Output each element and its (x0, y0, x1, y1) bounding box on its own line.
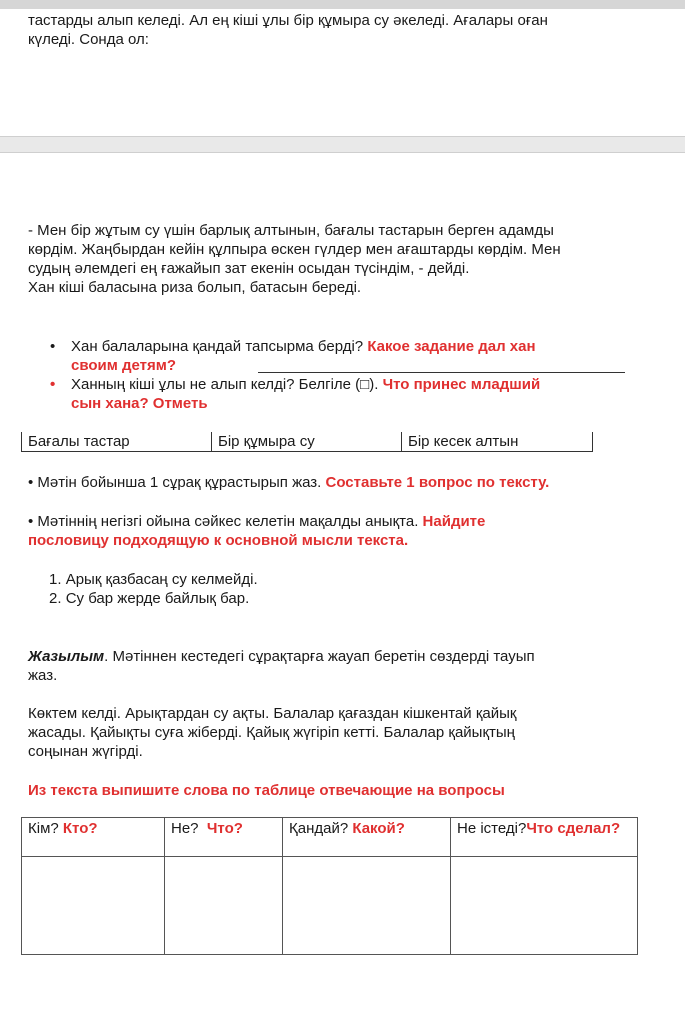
question-3-ru: Составьте 1 вопрос по тексту. (325, 474, 550, 491)
proverb-item (49, 589, 249, 608)
story-line: - Мен бір жұтым су үшін барлық алтынын, бағалы тастарын берген адамды (28, 222, 554, 239)
writing-text-cont: жаз. (28, 667, 58, 684)
header-cell (165, 818, 283, 857)
question-4-kz: • Мәтіннің негізгі ойына сәйкес келетін мақалды анықта. (28, 513, 419, 530)
proverb-number: 1. (49, 571, 62, 588)
proverb-item (49, 570, 258, 589)
question-4-ru: Найдите (422, 513, 486, 530)
page-top-edge (0, 0, 685, 9)
proverb-number: 2. (49, 590, 62, 607)
options-bottom-border (21, 451, 593, 452)
header-cell (22, 818, 165, 857)
story-line: көрдім. Жаңбырдан кейін құлпыра өскен гүлдер мен ағаштарды көрдім. Мен (28, 241, 561, 258)
option-cell[interactable]: Бағалы тастар (28, 433, 130, 450)
passage-line: соңынан жүгірді. (28, 743, 143, 760)
question-1 (71, 337, 536, 356)
writing-label: Жазылым (28, 648, 105, 665)
header-ru: Кто? (62, 820, 98, 837)
question-2 (71, 375, 540, 394)
options-table (21, 432, 593, 451)
question-2-kz: Ханның кіші ұлы не алып келді? Белгіле (□). (71, 376, 379, 393)
header-kz: Кім? (28, 820, 59, 837)
proverb-text: Су бар жерде байлық бар. (65, 590, 250, 607)
header-kz: Не істеді? (457, 820, 527, 837)
option-cell[interactable]: Бір кесек алтын (408, 433, 519, 450)
header-ru: Что? (206, 820, 243, 837)
question-2-ru-cont: сын хана? Отметь (71, 395, 208, 412)
passage-line: жасады. Қайықты суға жіберді. Қайық жүгіріп кетті. Балалар қайықтың (28, 724, 515, 741)
header-kz: Қандай? (289, 820, 349, 837)
story-line: судың әлемдегі ең ғажайып зат екенін осыдан түсіндім, - дейді. (28, 260, 470, 277)
fragment-line-2: күледі. Сонда ол: (28, 31, 149, 48)
bullet-icon: • (50, 376, 56, 393)
story-line: Хан кіші баласына риза болып, батасын береді. (28, 279, 362, 296)
answer-cell[interactable] (283, 857, 451, 955)
writing-text: . Мәтіннен кестедегі сұрақтарға жауап беретін сөздерді тауып (104, 648, 535, 665)
answer-line[interactable] (258, 372, 625, 373)
instruction-ru: Из текста выпишите слова по таблице отвечающие на вопросы (28, 782, 505, 799)
question-3-kz: • Мәтін бойынша 1 сұрақ құрастырып жаз. (28, 474, 322, 491)
header-kz: Не? (171, 820, 199, 837)
fragment-line-1: тастарды алып келеді. Ал ең кіші ұлы бір құмыра су әкеледі. Ағалары оған (28, 12, 548, 29)
question-1-ru: Какое задание дал хан (367, 338, 536, 355)
question-3 (28, 473, 549, 492)
header-ru: Какой? (352, 820, 405, 837)
question-1-ru-cont: своим детям? (71, 357, 177, 374)
writing-task (28, 647, 535, 666)
divider (592, 432, 593, 451)
question-4 (28, 512, 485, 531)
header-cell (283, 818, 451, 857)
header-cell (451, 818, 638, 857)
answer-cell[interactable] (451, 857, 638, 955)
table-header-row (22, 818, 638, 857)
table-row (22, 857, 638, 955)
question-1-kz: Хан балаларына қандай тапсырма берді? (71, 338, 364, 355)
passage-line: Көктем келді. Арықтардан су ақты. Балалар қағаздан кішкентай қайық (28, 705, 517, 722)
option-cell[interactable]: Бір құмыра су (218, 433, 315, 450)
answer-cell[interactable] (22, 857, 165, 955)
question-2-ru: Что принес младший (382, 376, 541, 393)
header-ru: Что сделал? (526, 820, 621, 837)
answer-table (21, 817, 638, 955)
page-1-fragment (0, 0, 685, 137)
answer-cell[interactable] (165, 857, 283, 955)
proverb-text: Арық қазбасаң су келмейді. (65, 571, 258, 588)
bullet-icon: • (50, 338, 56, 355)
question-4-ru-cont: пословицу подходящую к основной мысли текста. (28, 532, 409, 549)
